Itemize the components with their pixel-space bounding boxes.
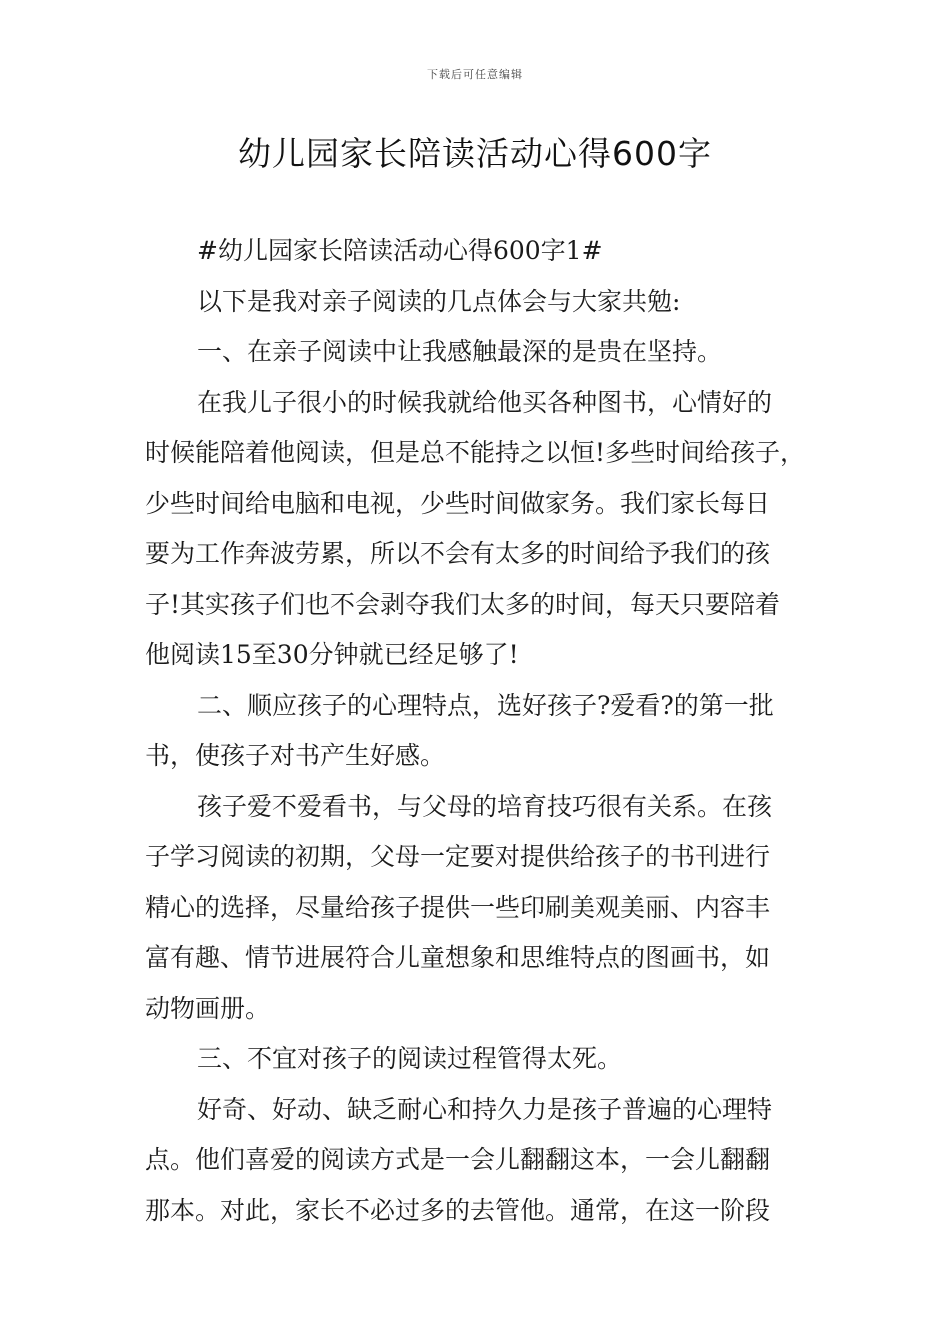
body-line: 在我儿子很小的时候我就给他买各种图书，心情好的 (197, 387, 773, 417)
body-line: 时候能陪着他阅读，但是总不能持之以恒!多些时间给孩子， (145, 438, 806, 467)
body-line: 二、顺应孩子的心理特点，选好孩子?爱看?的第一批 (197, 690, 774, 720)
body-line: 子学习阅读的初期，父母一定要对提供给孩子的书刊进行 (145, 842, 771, 871)
body-line: 孩子爱不爱看书，与父母的培育技巧很有关系。在孩 (197, 791, 773, 821)
document-title: 幼儿园家长陪读活动心得600字 (238, 134, 712, 173)
header-note: 下载后可任意编辑 (427, 68, 523, 81)
body-line: 点。他们喜爱的阅读方式是一会儿翻翻这本，一会儿翻翻 (145, 1145, 771, 1174)
body-line: 动物画册。 (145, 993, 271, 1023)
body-line: #幼儿园家长陪读活动心得600字1# (197, 236, 603, 265)
body-line: 子!其实孩子们也不会剥夺我们太多的时间，每天只要陪着 (145, 589, 781, 619)
body-line: 精心的选择，尽量给孩子提供一些印刷美观美丽、内容丰 (145, 892, 771, 922)
body-line: 三、不宜对孩子的阅读过程管得太死。 (197, 1044, 623, 1073)
body-line: 以下是我对亲子阅读的几点体会与大家共勉: (197, 286, 681, 316)
document-body (145, 226, 810, 1236)
body-line: 富有趣、情节进展符合儿童想象和思维特点的图画书，如 (145, 943, 771, 972)
body-line: 好奇、好动、缺乏耐心和持久力是孩子普遍的心理特 (197, 1094, 773, 1124)
body-line: 书，使孩子对书产生好感。 (145, 741, 446, 770)
body-line: 要为工作奔波劳累，所以不会有太多的时间给予我们的孩 (145, 539, 771, 568)
body-line: 少些时间给电脑和电视，少些时间做家务。我们家长每日 (145, 488, 771, 518)
body-line: 他阅读15至30分钟就已经足够了! (145, 640, 519, 669)
body-line: 一、在亲子阅读中让我感触最深的是贵在坚持。 (197, 337, 723, 366)
body-line: 那本。对此，家长不必过多的去管他。通常，在这一阶段 (145, 1195, 771, 1225)
